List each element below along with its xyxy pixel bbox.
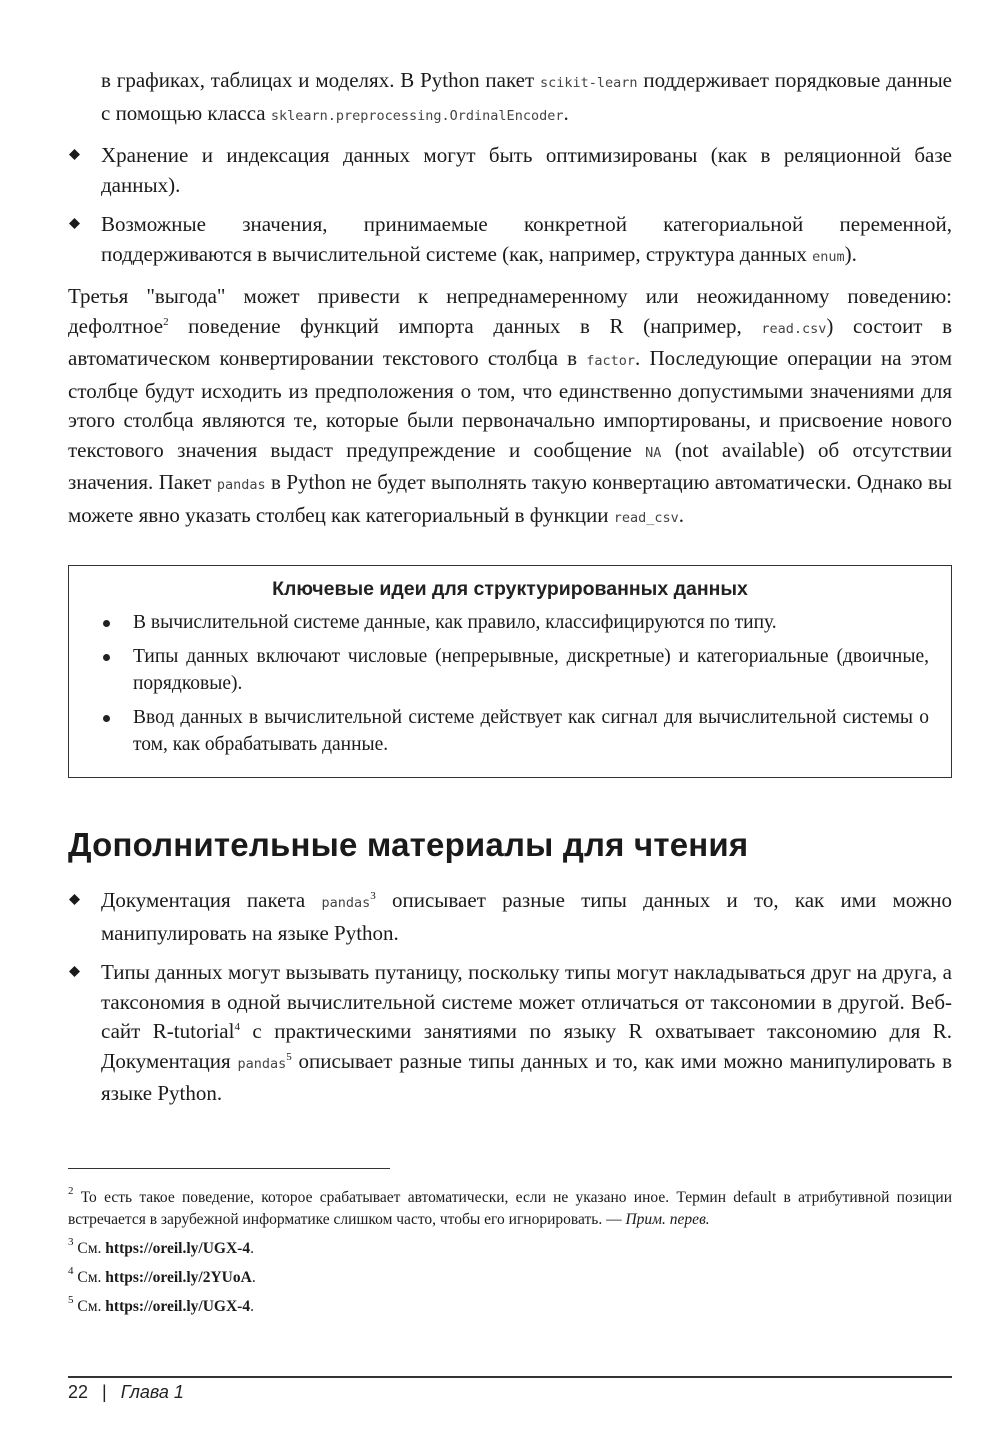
diamond-icon: [69, 966, 80, 977]
footer-separator: |: [102, 1382, 107, 1402]
footnote-ref-3[interactable]: 3: [370, 890, 376, 902]
list-item: Ввод данных в вычислительной системе действует как сигнал для вычислительной системы о том, как обрабатывать данные.: [91, 704, 929, 758]
section-heading: Дополнительные материалы для чтения: [68, 826, 749, 863]
page-number: 22: [68, 1382, 89, 1402]
bullet-item-taxonomy: Типы данных могут вызывать путаницу, поскольку типы могут накладываться друг на друга, а таксономия в одной вычислительной системе может отличаться от таксономии в другой. Веб-сайт R-tutorial$^4$ с практическими занятиями по языку R охватывает таксономию для R. Документация pandas$^5$ описывает разные типы данных и то, как ими можно манипулировать в языке Python.: [68, 958, 952, 1109]
body-paragraph: Третья "выгода" может привести к непреднамеренному или неожиданному поведению: дефолтное$^2$ поведение функций импорта данных в R (например, read.csv) состоит в автоматическом конвертировании текстового столбца в factor. Последующие операции на этом столбце будут исходить из предположения о том, что единственно допустимыми значениями для этого столбца являются те, которые были первоначально импортированы, и присвоение нового текстового значения выдаст предупреждение и сообщение NA (not available) об отсутствии значения. Пакет pandas в Python не будет выполнять такую конвертацию автоматически. Однако вы можете явно указать столбец как категориальный в функции read_csv.: [68, 284, 953, 527]
footnote-4: $^4$ См. https://oreil.ly/2YUoA.: [68, 1265, 256, 1286]
footnote-ref-5[interactable]: 5: [286, 1050, 292, 1063]
key-ideas-title: Ключевые идеи для структурированных данных: [272, 578, 748, 600]
bullet-item-storage: Хранение и индексация данных могут быть оптимизированы (как в реляционной базе данных).: [68, 141, 952, 200]
bullet-item-values: Возможные значения, принимаемые конкретной категориальной переменной, поддерживаются в вычислительной системе (как, например, структура данных enum).: [68, 210, 952, 272]
list-item: В вычислительной системе данные, как правило, классифицируются по типу.: [91, 609, 929, 636]
key-ideas-box: [68, 565, 952, 778]
page-footer: [68, 1382, 184, 1403]
bullet-item-pandas-docs: Документация пакета pandas$^3$ описывает разные типы данных и то, как ими можно манипулировать на языке Python.: [68, 886, 952, 948]
footnote-ref-4[interactable]: 4: [234, 1021, 240, 1033]
list-item: Типы данных включают числовые (непрерывные, дискретные) и категориальные (двоичные, порядковые).: [91, 643, 929, 697]
footnote-5: $^5$ См. https://oreil.ly/UGX-4.: [68, 1294, 254, 1315]
diamond-icon: [69, 218, 80, 229]
key-ideas-list: [91, 609, 929, 758]
footnote-link[interactable]: https://oreil.ly/UGX-4: [105, 1240, 251, 1257]
dot-icon: [103, 654, 110, 661]
footnote-2: $^2$ То есть такое поведение, которое срабатывает автоматически, если не указано иное. Термин default в атрибутивной позиции встречается в зарубежной информатике слишком часто, чтобы его игнорировать. — Прим. перев.: [68, 1185, 952, 1228]
footnote-ref-2[interactable]: 2: [163, 315, 169, 328]
footnote-link[interactable]: https://oreil.ly/UGX-4: [105, 1298, 251, 1315]
dot-icon: [103, 620, 110, 627]
bullet-continuation: в графиках, таблицах и моделях. В Python пакет scikit-learn поддерживает порядковые данные с помощью класса sklearn.preprocessing.OrdinalEncoder.: [101, 68, 952, 125]
footnote-divider: [68, 1168, 390, 1169]
diamond-icon: [69, 894, 80, 905]
diamond-icon: [69, 149, 80, 160]
footnote-link[interactable]: https://oreil.ly/2YUoA: [105, 1269, 252, 1286]
footnote-3: $^3$ См. https://oreil.ly/UGX-4.: [68, 1236, 254, 1257]
footnotes: [68, 1187, 952, 1325]
dot-icon: [103, 715, 110, 722]
page-body: [68, 66, 952, 1119]
chapter-label: Глава 1: [120, 1382, 184, 1402]
footer-divider: [68, 1376, 952, 1378]
